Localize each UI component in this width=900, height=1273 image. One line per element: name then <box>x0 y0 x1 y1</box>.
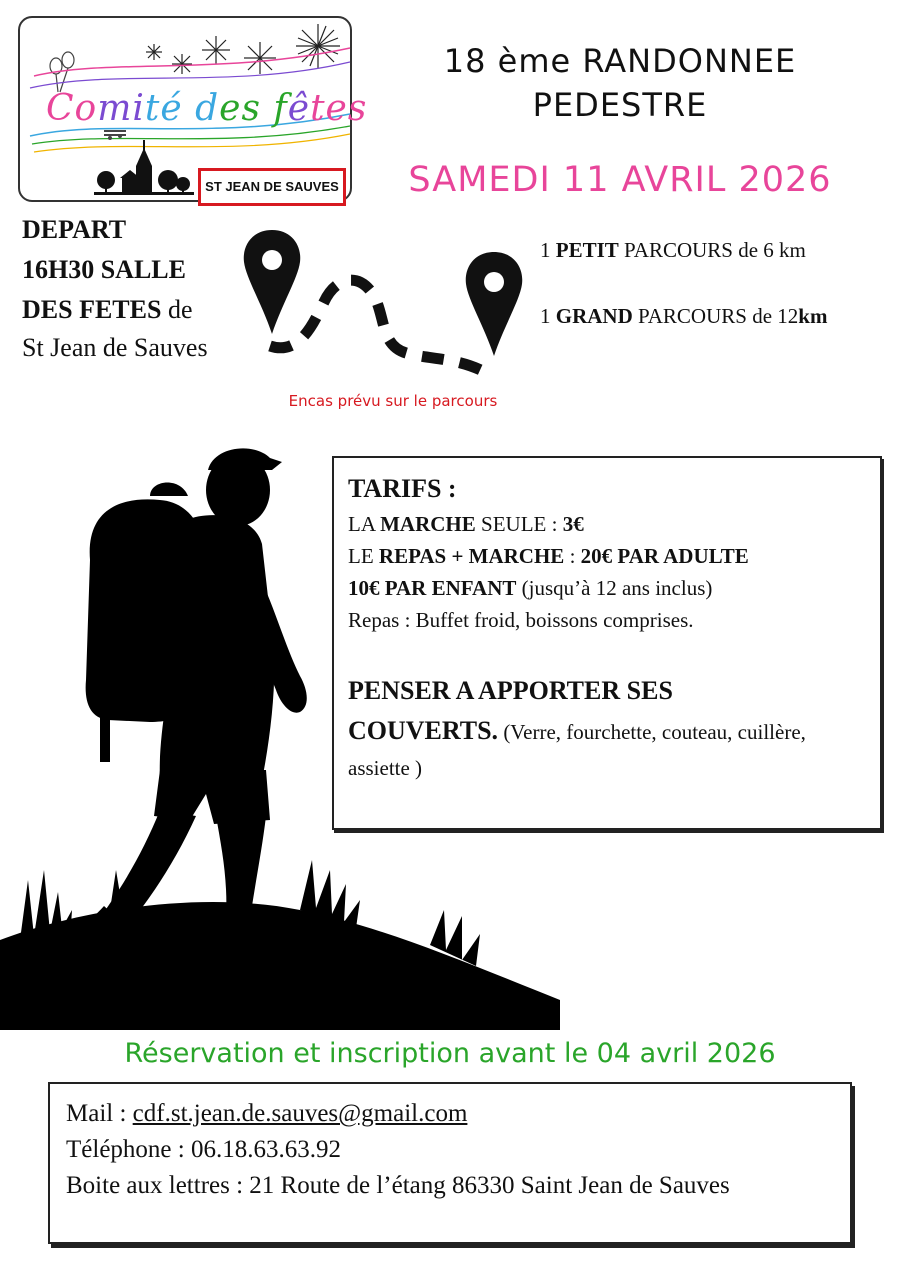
logo-letter <box>183 88 195 129</box>
logo-letter: o <box>74 88 98 129</box>
logo-letter: s <box>241 88 261 129</box>
tarifs-heading: TARIFS : <box>348 474 457 503</box>
contact-box <box>48 1082 852 1244</box>
map-pin-icon <box>244 230 301 334</box>
logo-letter: e <box>219 88 242 129</box>
logo-letter: f <box>273 88 288 129</box>
logo-letter: e <box>325 88 348 129</box>
comite-des-fetes-logo <box>18 16 368 202</box>
map-pin-icon <box>466 252 523 356</box>
church-icon <box>120 140 152 192</box>
depart-line2: 16H30 SALLE <box>22 255 186 284</box>
contact-address: Boite aux lettres : 21 Route de l’étang 86330 Saint Jean de Sauves <box>66 1172 730 1199</box>
penser-line2: COUVERTS. (Verre, fourchette, couteau, cuillère, <box>348 716 806 745</box>
penser-line1: PENSER A APPORTER SES <box>348 676 673 705</box>
dashed-route-icon <box>270 280 492 376</box>
petit-parcours: 1 PETIT PARCOURS de 6 km <box>540 238 806 262</box>
mail-link[interactable]: cdf.st.jean.de.sauves@gmail.com <box>132 1100 468 1127</box>
depart-line3: DES FETES de <box>22 295 193 324</box>
tarifs-box <box>332 456 882 830</box>
logo-wordmark <box>46 88 367 129</box>
firework-icon <box>146 24 340 74</box>
logo-letter: i <box>132 88 145 129</box>
reservation-deadline: Réservation et inscription avant le 04 avril 2026 <box>124 1038 776 1069</box>
event-title-line2: PEDESTRE <box>532 86 708 124</box>
encas-note: Encas prévu sur le parcours <box>288 392 498 410</box>
route-graphic <box>240 222 540 392</box>
logo-letter: d <box>195 88 220 129</box>
event-title-line1: 18 ème RANDONNEE <box>443 42 797 80</box>
event-date: SAMEDI 11 AVRIL 2026 <box>408 160 832 200</box>
depart-line4: St Jean de Sauves <box>22 333 208 362</box>
logo-badge: ST JEAN DE SAUVES <box>198 168 346 206</box>
grand-parcours: 1 GRAND PARCOURS de 12km <box>540 304 828 328</box>
contact-phone: Téléphone : 06.18.63.63.92 <box>66 1136 341 1163</box>
tarif-marche-seule: LA MARCHE SEULE : 3€ <box>348 512 584 536</box>
tarif-repas-marche: LE REPAS + MARCHE : 20€ PAR ADULTE <box>348 544 749 568</box>
penser-line3: assiette ) <box>348 756 423 780</box>
logo-letter: t <box>310 88 326 129</box>
logo-letter: t <box>144 88 161 129</box>
depart-line1: DEPART <box>22 215 127 244</box>
contact-mail: Mail : cdf.st.jean.de.sauves@gmail.com <box>66 1100 468 1127</box>
logo-letter: é <box>160 88 183 129</box>
tarif-enfant: 10€ PAR ENFANT (jusqu’à 12 ans inclus) <box>348 576 713 600</box>
logo-letter <box>261 88 273 129</box>
logo-letter: ê <box>287 88 311 129</box>
logo-letter: s <box>347 88 368 129</box>
repas-description: Repas : Buffet froid, boissons comprises. <box>348 608 694 632</box>
logo-letter: C <box>46 88 75 129</box>
logo-letter: m <box>97 88 133 129</box>
